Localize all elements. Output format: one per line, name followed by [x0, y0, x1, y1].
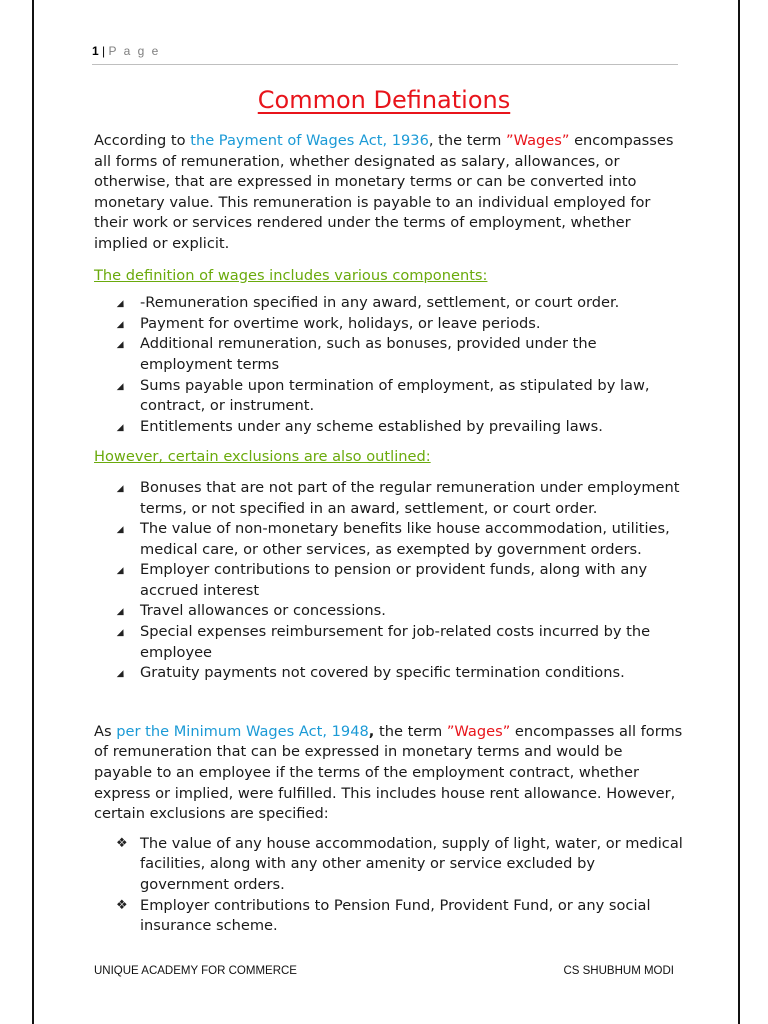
para2-comma: ,: [368, 722, 375, 740]
page-border-right: [738, 0, 740, 1024]
list-item: ▲ Travel allowances or concessions.: [94, 601, 684, 622]
list-item: ▲ Gratuity payments not covered by specific termination conditions.: [94, 663, 684, 684]
list-item: ❖ Employer contributions to Pension Fund, Provident Fund, or any social insurance scheme.: [94, 896, 684, 937]
list-item: ▲ Additional remuneration, such as bonuses, provided under the employment terms: [94, 334, 684, 375]
exclusions-heading: However, certain exclusions are also outlined:: [94, 448, 431, 466]
page-title: Common Definations: [257, 86, 511, 114]
wages-term: ”Wages”: [506, 132, 570, 149]
list-item: ▲ Sums payable upon termination of employment, as stipulated by law, contract, or instrument.: [94, 376, 684, 417]
footer-academy: UNIQUE ACADEMY FOR COMMERCE: [94, 965, 297, 977]
list-item: ▲ Employer contributions to pension or provident funds, along with any accrued interest: [94, 560, 684, 601]
para2-rest: encompasses all forms of remuneration that can be expressed in monetary terms and would be payable to an employee if the terms of the employment contract, whether express or implied, were fulfilled. This includes house rent allowance. However, certain exclusions are specified:: [94, 722, 683, 823]
para1-rest: encompasses all forms of remuneration, whether designated as salary, allowances, or otherwise, that are expressed in monetary terms or can be converted into monetary value. This remuneration is payable to an individual employed for their work or services rendered under the terms of employment, whether implied or explicit.: [94, 132, 674, 252]
exclusions-list: [94, 478, 684, 684]
list-item: ▲ -Remuneration specified in any award, settlement, or court order.: [94, 293, 684, 314]
wages-term-2: ”Wages”: [446, 722, 511, 740]
para1-mid: , the term: [428, 132, 507, 149]
list-item: ▲ Payment for overtime work, holidays, or leave periods.: [94, 314, 684, 335]
page-border-left: [32, 0, 34, 1024]
minimum-wages-act-paragraph: [94, 722, 684, 825]
para1-prefix: According to: [94, 132, 191, 149]
min-wage-exclusions-list: [94, 834, 684, 937]
para2-mid: the term: [374, 722, 447, 740]
list-item: ❖ The value of any house accommodation, supply of light, water, or medical facilities, along with any other amenity or service excluded by government orders.: [94, 834, 684, 896]
page-label: P a g e: [108, 44, 161, 58]
list-item: ▲ The value of non-monetary benefits like house accommodation, utilities, medical care, or other services, as exempted by government orders.: [94, 519, 684, 560]
wages-act-paragraph: [94, 131, 684, 255]
payment-of-wages-act-link: the Payment of Wages Act, 1936: [190, 132, 429, 149]
list-item: ▲ Special expenses reimbursement for job-related costs incurred by the employee: [94, 622, 684, 663]
minimum-wages-act-link: per the Minimum Wages Act, 1948: [116, 722, 369, 740]
para2-prefix: As: [94, 722, 117, 740]
page-header: [92, 44, 678, 65]
document-body: [94, 131, 684, 937]
components-heading: The definition of wages includes various components:: [94, 266, 488, 284]
header-separator: |: [102, 44, 106, 58]
list-item: ▲ Entitlements under any scheme established by prevailing laws.: [94, 417, 684, 438]
page-number: 1: [92, 44, 99, 58]
footer-author: CS SHUBHUM MODI: [563, 965, 674, 977]
components-list: [94, 293, 684, 437]
list-item: ▲ Bonuses that are not part of the regular remuneration under employment terms, or not specified in an award, settlement, or court order.: [94, 478, 684, 519]
